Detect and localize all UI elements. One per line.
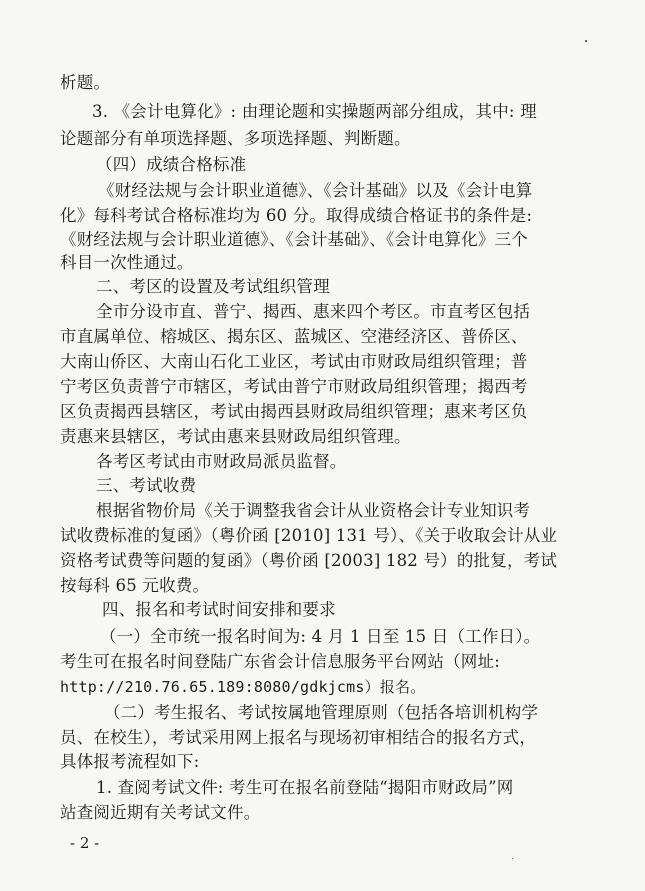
text-line-24: 考生可在报名时间登陆广东省会计信息服务平台网站（网址: (60, 652, 500, 671)
text-line-6: 化》每科考试合格标准均为 60 分。取得成绩合格证书的条件是: (60, 206, 533, 225)
text-line-10: 全市分设市直、普宁、揭西、惠来四个考区。市直考区包括 (96, 302, 531, 321)
text-line-13: 宁考区负责普宁市辖区，考试由普宁市财政局组织管理；揭西考 (60, 377, 528, 396)
scan-speck (585, 40, 587, 42)
section-heading-registration: 四、报名和考试时间安排和要求 (102, 600, 336, 619)
text-line-11: 市直属单位、榕城区、揭东区、蓝城区、空港经济区、普侨区、 (60, 327, 528, 346)
text-line-20: 资格考试费等问题的复函》（粤价函 [2003] 182 号）的批复，考试 (60, 551, 558, 570)
text-line-26: （二）考生报名、考试按属地管理原则（包括各培训机构学 (104, 703, 539, 722)
text-line-1: 析题。 (60, 73, 111, 92)
text-line-2: 3. 《会计电算化》: 由理论题和实操题两部分组成，其中: 理 (92, 102, 537, 121)
section-heading-exam-areas: 二、考区的设置及考试组织管理 (96, 277, 330, 296)
section-heading-grade-standard: （四）成绩合格标准 (96, 155, 247, 174)
registration-url-line: http://210.76.65.189:8080/gdkjcms）报名。 (60, 678, 426, 696)
text-line-28: 具体报考流程如下: (60, 752, 200, 771)
text-line-27: 员、在校生），考试采用网上报名与现场初审相结合的报名方式， (60, 728, 537, 747)
text-line-19: 试收费标准的复函》（粤价函 [2010] 131 号）、《关于收取会计从业 (60, 526, 558, 545)
section-heading-exam-fees: 三、考试收费 (96, 476, 197, 495)
scan-speck (512, 858, 513, 859)
text-line-5: 《财经法规与会计职业道德》、《会计基础》以及《会计电算 (98, 181, 533, 200)
text-line-7: 《财经法规与会计职业道德》、《会计基础》、《会计电算化》三个 (60, 230, 528, 249)
text-line-30: 站查阅近期有关考试文件。 (60, 803, 261, 822)
text-line-21: 按每科 65 元收费。 (60, 576, 210, 595)
text-line-18: 根据省物价局《关于调整我省会计从业资格会计专业知识考 (96, 501, 531, 520)
text-line-15: 责惠来县辖区，考试由惠来县财政局组织管理。 (60, 427, 411, 446)
text-line-8: 科目一次性通过。 (60, 253, 194, 272)
text-line-23: （一）全市统一报名时间为: 4 月 1 日至 15 日（工作日）。 (100, 627, 541, 646)
text-line-29: 1. 查阅考试文件: 考生可在报名前登陆“揭阳市财政局”网 (96, 778, 514, 797)
text-line-3: 论题部分有单项选择题、多项选择题、判断题。 (60, 129, 411, 148)
text-line-12: 大南山侨区、大南山石化工业区，考试由市财政局组织管理；普 (60, 352, 528, 371)
text-line-14: 区负责揭西县辖区，考试由揭西县财政局组织管理；惠来考区负 (60, 402, 528, 421)
page-number: - 2 - (70, 834, 100, 852)
text-line-16: 各考区考试由市财政局派员监督。 (96, 452, 347, 471)
